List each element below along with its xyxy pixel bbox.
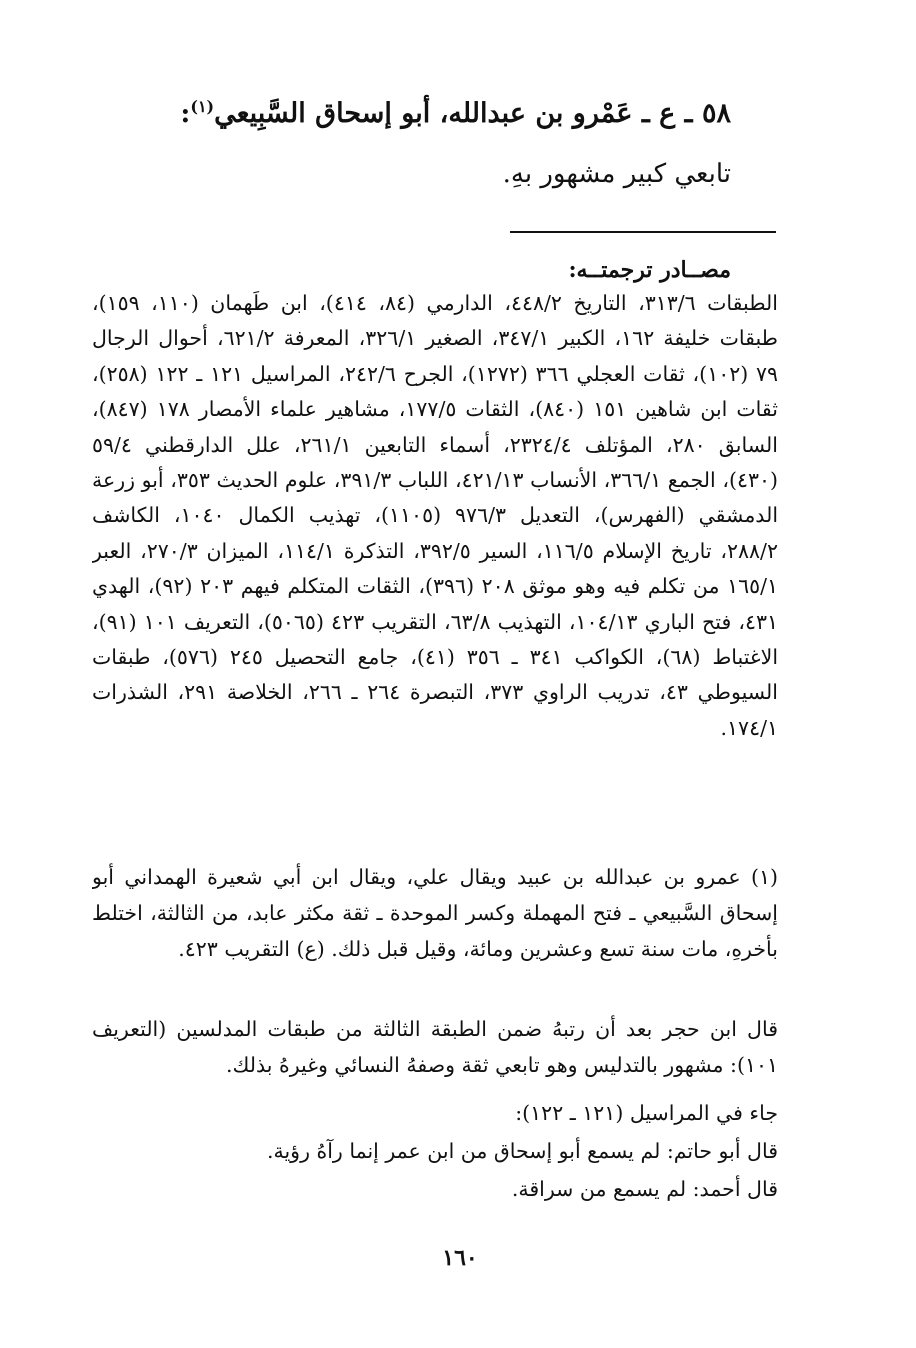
footnote-line-abu-hatim: قال أبو حاتم: لم يسمع أبو إسحاق من ابن عمر إنما رآهُ رؤية. xyxy=(266,1139,778,1163)
entry-heading xyxy=(171,92,731,136)
footnote-1: (١) عمرو بن عبدالله بن عبيد ويقال علي، ويقال ابن أبي شعيرة الهمداني أبو إسحاق السَّبيعي ـ فتح المهملة وكسر الموحدة ـ ثقة مكثر عابد، من الثالثة، اختلط بأخرهِ، مات سنة تسع وعشرين ومائة، وقيل قبل ذلك. (ع) التقريب ٤٢٣. xyxy=(92,865,778,961)
footnote-line-ahmad: قال أحمد: لم يسمع من سراقة. xyxy=(511,1177,778,1201)
footnote-line-marasil: جاء في المراسيل (١٢١ ـ ١٢٢): xyxy=(515,1101,778,1125)
footnote-paragraph-ibn-hajar: قال ابن حجر بعد أن رتبهُ ضمن الطبقة الثالثة من طبقات المدلسين (التعريف ١٠١): مشهور بالتدليس وهو تابعي ثقة وصفهُ النسائي وغيرهُ بذلك. xyxy=(92,1017,778,1077)
entry-title-text: ٥٨ ـ ع ـ عَمْرو بن عبدالله، أبو إسحاق السَّبِيعي xyxy=(214,98,731,129)
page-number: ١٦٠ xyxy=(442,1245,478,1271)
sources-heading: مصــادر ترجمتــه: xyxy=(568,257,731,283)
entry-title-colon: : xyxy=(180,98,191,129)
footnote-reference: (١) xyxy=(190,97,215,116)
sources-list: الطبقات ٣١٣/٦، التاريخ ٤٤٨/٢، الدارمي (٨٤، ٤١٤)، ابن طَهمان (١١٠، ١٥٩)، طبقات خليفة ١٦٢، الكبير ٣٤٧/١، الصغير ٣٢٦/١، المعرفة ٦٢١/٢، أحوال الرجال ٧٩ (١٠٢)، ثقات العجلي ٣٦٦ (١٢٧٢)، الجرح ٢٤٢/٦، المراسيل ١٢١ ـ ١٢٢ (٢٥٨)، ثقات ابن شاهين ١٥١ (٨٤٠)، الثقات ١٧٧/٥، مشاهير علماء الأمصار ١٧٨ (٨٤٧)، السابق ٢٨٠، المؤتلف ٢٣٢٤/٤، أسماء التابعين ٢٦١/١، علل الدارقطني ٥٩/٤ (٤٣٠)، الجمع ٣٦٦/١، الأنساب ٤٢١/١٣، اللباب ٣٩١/٣، علوم الحديث ٣٥٣، أبو زرعة الدمشقي (الفهرس)، التعديل ٩٧٦/٣ (١١٠٥)، تهذيب الكمال ١٠٤٠، الكاشف ٢٨٨/٢، تاريخ الإسلام ١١٦/٥، السير ٣٩٢/٥، التذكرة ١١٤/١، الميزان ٢٧٠/٣، العبر ١٦٥/١ من تكلم فيه وهو موثق ٢٠٨ (٣٩٦)، الثقات المتكلم فيهم ٢٠٣ (٩٢)، الهدي ٤٣١، فتح الباري ١٠٤/١٣، التهذيب ٦٣/٨، التقريب ٤٢٣ (٥٠٦٥)، التعريف ١٠١ (٩١)، الاغتباط (٦٨)، الكواكب ٣٤١ ـ ٣٥٦ (٤١)، جامع التحصيل ٢٤٥ (٥٧٦)، طبقات السيوطي ٤٣، تدريب الراوي ٣٧٣، التبصرة ٢٦٤ ـ ٢٦٦، الخلاصة ٢٩١، الشذرات ١٧٤/١. xyxy=(92,291,778,740)
section-divider xyxy=(510,231,776,233)
entry-description: تابعي كبير مشهور بهِ. xyxy=(502,159,731,189)
